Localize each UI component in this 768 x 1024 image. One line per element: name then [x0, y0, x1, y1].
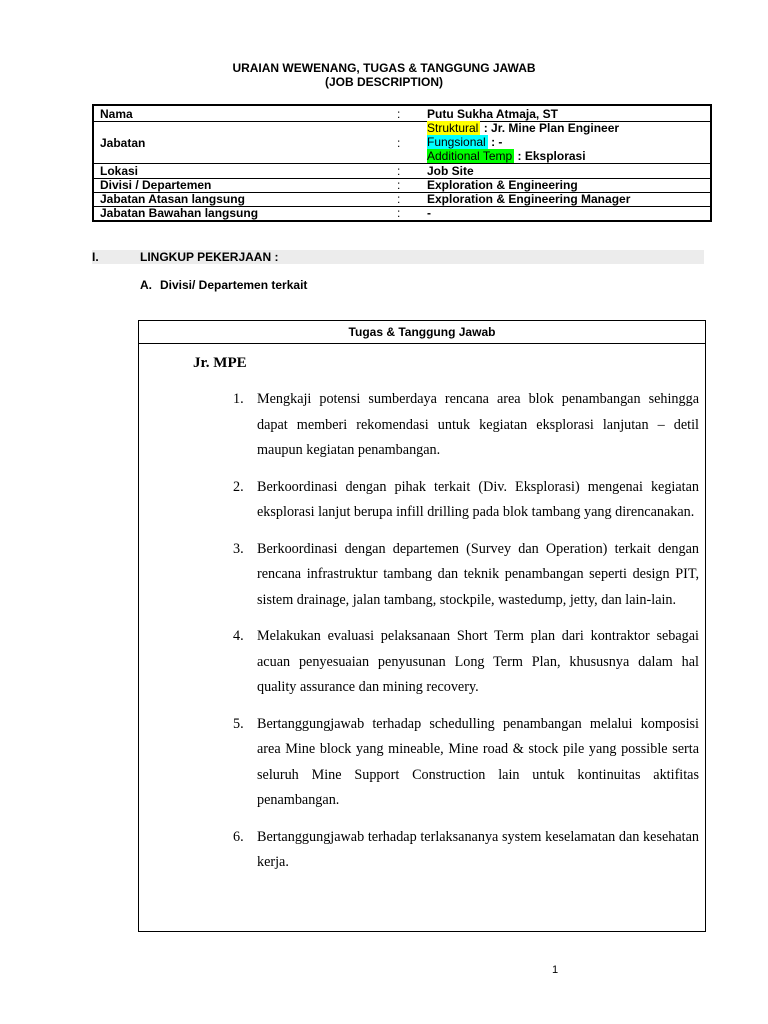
atasan-value: Exploration & Engineering Manager: [427, 192, 631, 206]
duties-box: [138, 320, 706, 932]
subsection-heading: [140, 278, 307, 292]
duty-item: [233, 475, 699, 526]
duty-text: Bertanggungjawab terhadap schedulling penambangan melalui komposisi area Mine block yang mineable, Mine road & stock pile yang possible serta seluruh Mine Support Construction lain untuk kontinuitas aktifitas penambangan.: [257, 715, 699, 808]
duty-item: [233, 537, 699, 614]
section-title: LINGKUP PEKERJAAN :: [140, 250, 279, 264]
additional-value: : Eksplorasi: [517, 149, 586, 163]
duty-number: 1.: [233, 391, 244, 407]
row-divider: [94, 163, 710, 164]
bawahan-value: -: [427, 206, 431, 220]
atasan-label: Jabatan Atasan langsung: [100, 192, 245, 206]
struktural-value: : Jr. Mine Plan Engineer: [483, 121, 620, 135]
divisi-label: Divisi / Departemen: [100, 178, 212, 192]
nama-label: Nama: [100, 107, 133, 121]
duty-text: Berkoordinasi dengan pihak terkait (Div. Eksplorasi) mengenai kegiatan eksplorasi lanjut berupa infill drilling pada blok tambang yang direncanakan.: [257, 478, 699, 520]
duty-item: [233, 712, 699, 814]
duty-text: Mengkaji potensi sumberdaya rencana area blok penambangan sehingga dapat memberi rekomendasi untuk kegiatan eksplorasi lanjutan – detil maupun kegiatan penambangan.: [257, 391, 699, 458]
duty-item: [233, 825, 699, 876]
subsection-label: A.: [140, 278, 152, 292]
duties-list: [233, 387, 699, 887]
document-title: URAIAN WEWENANG, TUGAS & TANGGUNG JAWAB: [232, 61, 536, 75]
colon: :: [397, 164, 401, 178]
duties-header: Tugas & Tanggung Jawab: [139, 321, 705, 344]
duty-number: 3.: [233, 540, 244, 557]
duty-number: 4.: [233, 628, 244, 644]
lokasi-label: Lokasi: [100, 164, 139, 178]
duty-text: Berkoordinasi dengan departemen (Survey dan Operation) terkait dengan rencana infrastruktur tambang dan teknik penambangan seperti design PIT, sistem drainage, jalan tambang, stockpile, wastedump, jetty, dan lain-lain.: [257, 540, 699, 608]
duty-item: [233, 624, 699, 701]
bawahan-label: Jabatan Bawahan langsung: [100, 206, 259, 220]
role-title: Jr. MPE: [193, 355, 247, 371]
lokasi-value: Job Site: [427, 164, 474, 178]
document-subtitle: (JOB DESCRIPTION): [324, 75, 443, 89]
duty-text: Melakukan evaluasi pelaksanaan Short Term plan dari kontraktor sebagai acuan penyesuaian penyusunan Long Term Plan, khususnya dalam hal quality assurance dan mining recovery.: [257, 628, 699, 695]
duty-number: 6.: [233, 828, 244, 845]
duty-text: Bertanggungjawab terhadap terlaksananya system keselamatan dan kesehatan kerja.: [257, 828, 699, 870]
duty-number: 5.: [233, 715, 244, 732]
section-number: I.: [92, 250, 99, 264]
fungsional-value: : -: [491, 135, 503, 149]
colon: :: [397, 136, 401, 150]
additional-label: Additional Temp: [427, 149, 513, 163]
employee-info-table: [92, 104, 712, 222]
subsection-title: Divisi/ Departemen terkait: [160, 278, 308, 292]
fungsional-label: Fungsional: [427, 135, 486, 149]
colon: :: [397, 192, 401, 206]
jabatan-label: Jabatan: [100, 136, 146, 150]
duty-number: 2.: [233, 478, 244, 495]
colon: :: [397, 178, 401, 192]
page-number: 1: [552, 964, 559, 976]
section-heading: [92, 250, 704, 264]
colon: :: [397, 206, 401, 220]
divisi-value: Exploration & Engineering: [427, 178, 578, 192]
nama-value: Putu Sukha Atmaja, ST: [427, 107, 558, 121]
duty-item: [233, 387, 699, 464]
colon: :: [397, 107, 401, 121]
struktural-label: Struktural: [427, 121, 479, 135]
